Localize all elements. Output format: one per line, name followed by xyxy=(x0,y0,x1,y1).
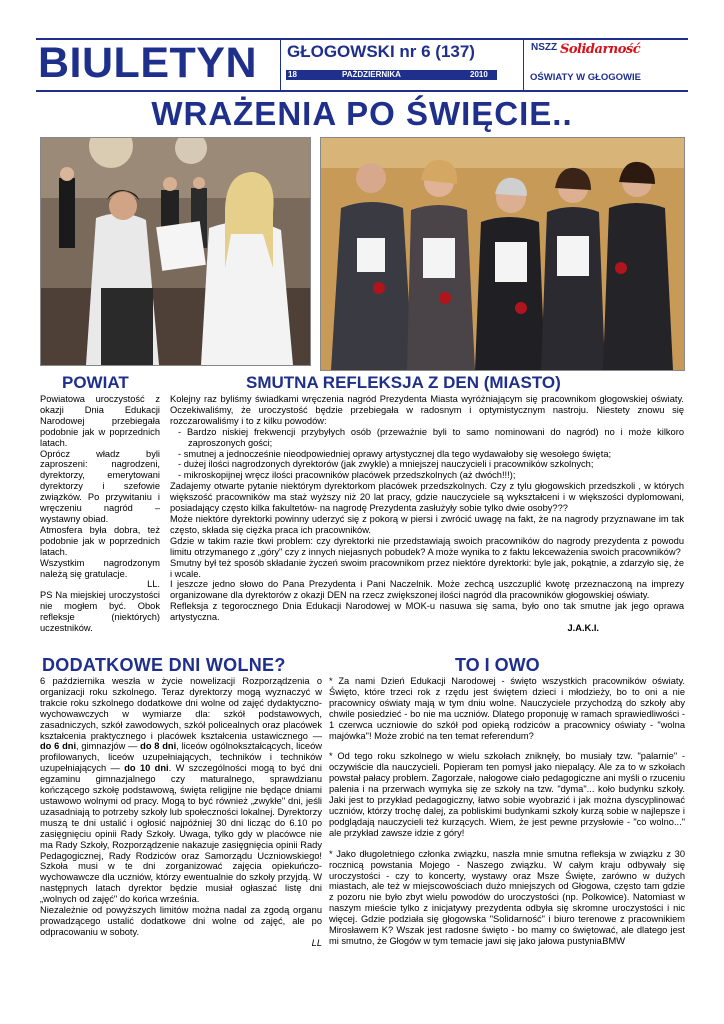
powiat-paragraph: Powiatowa uroczystość z okazji Dnia Edukacji Narodowej przebiegała podobnie jak w poprzednich latach. xyxy=(40,394,160,448)
masthead-title: BIULETYN xyxy=(38,39,257,87)
photo-award-ceremony xyxy=(40,137,311,366)
smutna-heading: SMUTNA REFLEKSJA Z DEN (MIASTO) xyxy=(246,373,561,392)
smutna-reason: - mikroskopijnej wręcz ilości pracowników placówek przedszkolnych (aż dwóch!!!); xyxy=(170,470,684,481)
smutna-reasons-list xyxy=(170,427,684,482)
issue-label: GŁOGOWSKI nr 6 (137) xyxy=(287,42,475,61)
owo-paragraph: * Od tego roku szkolnego w wielu szkołach zniknęły, bo musiały tzw. "palarnie" - oczywiście dla nauczycieli. Popieram ten pomysł jako niepalący. Ale za to w szkołach powstał pałacy problem. Zagorzałe, nałogowe ciało pedagogiczne ani myśli o rzuceniu palenia i na przerwach wymyka się ze szkoły na tzw. "dyma"... koło budynku szkoły. Jaki jest to przykład pedagogiczny, łatwo sobie wyobrazić i jak można dyscyplinować uczniów, którzy trochę dalej, za pobliskimi budynkami szkoły kurzą sobie w najlepsze i podglądają nauczycieli też kurzących. Wiem, że jest pewne przysłowie - "co wolno..." ale przykład zawsze idzie z góry! xyxy=(329,751,685,838)
smutna-article xyxy=(170,394,684,634)
powiat-paragraph: Wszystkim nagrodzonym należą się gratulacje. xyxy=(40,557,160,579)
dodatkowe-article xyxy=(40,676,322,949)
dodatkowe-heading: DODATKOWE DNI WOLNE? xyxy=(42,655,286,675)
date-year: 2010 xyxy=(470,70,488,79)
date-day: 18 xyxy=(288,70,297,79)
date-bar xyxy=(286,70,497,80)
smutna-paragraph: Może niektóre dyrektorki powinny uderzyć się z pokorą w piersi i zwrócić uwagę na fakt, że na nagrody przyznawane im tak często, składa się ciężka praca ich pracowników. xyxy=(170,513,684,535)
smutna-paragraph: Smutny był też sposób składanie życzeń swoim pracownikom przez niektóre dyrektorki: byle jak, pokątnie, a zdarzyło się, że i wcale. xyxy=(170,557,684,579)
bold-term: do 10 dni xyxy=(124,763,169,774)
powiat-signature: LL. xyxy=(147,579,160,590)
masthead-divider xyxy=(280,40,281,90)
dodatkowe-paragraph: 6 października weszła w życie nowelizacji Rozporządzenia o organizacji roku szkolnego. Teraz dyrektorzy mogą wyznaczyć w trakcie roku szkolnego dodatkowe dni wolne od zajęć dydaktyczno-wychowawczych w wymiarze dla: szkół podstawowych, zasadniczych, szkół zawodowych, szkół policealnych oraz placówek kształcenia praktycznego i placówek kształcenia ustawicznego — do 6 dni, gimnazjów — do 8 dni, liceów ogólnokształcących, liceów profilowanych, liceów uzupełniających, techników i techników uzupełniających — do 10 dni. W szczególności mogą to być dni egzaminu gimnazjalnego czy maturalnego, sprawdzianu kończącego szkołę podstawową, święta religijne nie będące dniami ustawowo wolnymi od pracy. Mogą to być również „zwykłe" dni, jeśli uzasadniają to potrzeby szkoły lub społeczności lokalnej. Dyrektorzy muszą te dni ustalić i ogłosić najpóźniej 30 dni licząc do 6.10 po zasięgnięciu opinii Rady Szkoły. Uwaga, tylko gdy w placówce nie ma Rady Szkoły, Rozporządzenie nakazuje zasięgnięcia opinii Rady Pedagogicznej, Rady Rodziców oraz Samorządu Uczniowskiego! Szkoła musi w te dni zorganizować zajęcia opiekuńczo-wychowawcze dla uczniów, którzy ewentualnie do szkoły przyjdą. W następnych latach dyrektor będzie musiał ogłaszać listę dni „wolnych od zajęć" do końca września. xyxy=(40,676,323,905)
smutna-paragraph: Gdzie w takim razie tkwi problem: czy dyrektorki nie przedstawiają swoich pracowników do nagrody prezydenta z powodu limitu otrzymanego z „góry" czy z innych niejasnych pobudek? A może wynika to z faktu lekceważenia swoich pracowników? xyxy=(170,535,684,557)
smutna-paragraph: Refleksja z tegorocznego Dnia Edukacji Narodowej w MOK-u nasuwa się sama, było ono tak smutne jak jego oprawa artystyczna. xyxy=(170,601,684,623)
photo-illustration xyxy=(41,138,310,365)
powiat-heading: POWIAT xyxy=(62,373,129,392)
dodatkowe-paragraph: Niezależnie od powyższych limitów można nadal za zgodą organu prowadzącego ustalić dodatkowe dni wolne od zajęć, ale po odpracowaniu w soboty. xyxy=(40,905,322,937)
powiat-ps: PS Na miejskiej uroczystości nie mogłem być. Obok refleksje (niektórych) uczestników. xyxy=(40,590,160,634)
union-unit: OŚWIATY W GŁOGOWIE xyxy=(530,72,642,83)
headline: WRAŻENIA PO ŚWIĘCIE.. xyxy=(151,95,573,132)
smutna-reason: - dużej ilości nagrodzonych dyrektorów (jak zwykle) a mniejszej nauczycieli i pracowników szkolnych; xyxy=(170,459,684,470)
bold-term: do 8 dni xyxy=(140,741,177,752)
smutna-paragraph: Zadajemy otwarte pytanie niektórym dyrektorkom placówek przedszkolnych. Czy z tylu głogowskich przedszkoli , w których większość pracowników ma staż wyższy niż 20 lat pracy, gdzie nauczyciele są wykształceni i w większości dyplomowani, posiadający często kilka fakultetów- na nagrodę Prezydenta zasłużyły sobie tylko dwie osoby??? xyxy=(170,481,684,514)
dodatkowe-signature: LL xyxy=(311,937,322,948)
photo-award-winners xyxy=(320,137,685,371)
union-prefix: NSZZ xyxy=(531,42,558,53)
bold-term: do 6 dni xyxy=(40,741,77,752)
smutna-paragraph: I jeszcze jedno słowo do Pana Prezydenta i Pani Naczelnik. Może zechcą uszczuplić kwotę przeznaczoną na imprezy organizowane dla dyrektorów z okazji DEN na rzecz zwiększonej ilości nagród dla pracowników głogowskiej oświaty. xyxy=(170,579,684,601)
owo-paragraph: * Jako długoletniego członka związku, naszła mnie smutna refleksja w związku z 30 rocznicą powstania Mojego - Naszego związku. W całym kraju odbywały się uroczystości - czy to koncerty, wystawy oraz Msze Święte, zarówno w dużych miastach, ale też w miejscowościach dużo mniejszych od Głogowa, często tam gdzie z pozoru nie było zbyt wielu powodów do uroczystości (np. Polkowice). Natomiast w naszym mieście tylko z inicjatywy prezydenta odbyła się skromne uroczystości i nic więcej. Gdzie podziała się głogowska "Solidarność" i biuro terenowe z pracownikiem Mirosławem K? Wszak jest radosne święto - bo mamy co świętować, ale dlatego jest mi smutno, że Głogów w tym temacie jawi się jako jałowa pustynia. xyxy=(329,848,685,946)
owo-article xyxy=(329,676,685,947)
powiat-article xyxy=(40,394,160,634)
powiat-paragraph: Atmosfera była dobra, też podobnie jak w poprzednich latach. xyxy=(40,524,160,557)
masthead-bottom-rule xyxy=(36,90,688,92)
owo-signature: BMW xyxy=(602,935,625,946)
smutna-reason: - smutnej a jednocześnie nieodpowiedniej oprawy artystycznej dla tego wydawałoby się wesołego święta; xyxy=(170,449,684,460)
masthead-divider xyxy=(523,40,524,90)
smutna-reason: - Bardzo niskiej frekwencji przybyłych osób (przeważnie byli to samo nominowani do nagród) no i może kilkoro zaproszonych gości; xyxy=(170,427,684,449)
solidarnosc-logo: Solidarność xyxy=(560,42,641,57)
smutna-signature: J.A.K.I. xyxy=(567,623,599,634)
owo-paragraph: * Za nami Dzień Edukacji Narodowej - święto wszystkich pracowników oświaty. Święto, które trzeci rok z rzędu jest świętem dzieci i młodzieży, bo to oni a nie pracownicy oświaty mają w tym dniu wolne. Nauczyciele przychodzą do szkoły aby chwile posiedzieć - bo nie ma uczniów. Dlatego proponuję w ramach sprawiedliwości - 1 czerwca uczniowie do szkół pod opieką rodziców a pracownicy oświaty - "wolna majówka"! Może zrobić na ten temat referendum? xyxy=(329,676,685,741)
photo-illustration xyxy=(321,138,684,370)
smutna-intro: Kolejny raz byliśmy świadkami wręczenia nagród Prezydenta Miasta wyróżniającym się pracownikom głogowskiej oświaty. Oczekiwaliśmy, że uroczystość będzie przebiegała w radosnym i optymistycznym nastroju. Niestety znowu się rozczarowaliśmy i to z kilku powodów: xyxy=(170,394,684,426)
powiat-paragraph: Oprócz władz byli zaproszeni: nagrodzeni, dyrektorzy, emerytowani dyrektorzy i szefowie związków. Po przywitaniu i wręczeniu nagród – wystawny obiad. xyxy=(40,448,160,524)
owo-heading: TO I OWO xyxy=(455,655,540,675)
date-month: PAŹDZIERNIKA xyxy=(342,70,401,79)
